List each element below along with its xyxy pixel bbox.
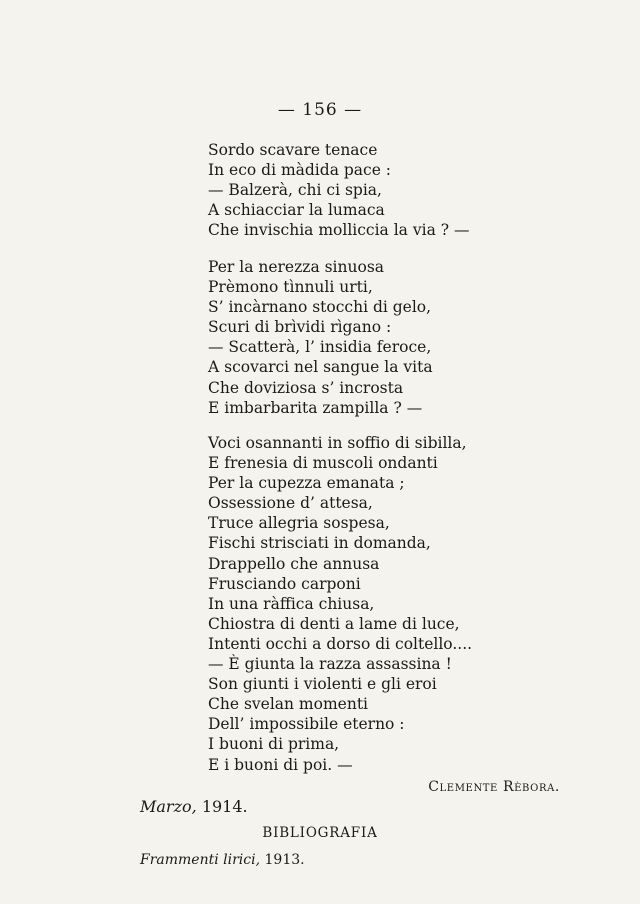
- poem-line: S’ incàrnano stocchi di gelo,: [208, 298, 432, 317]
- poem-line: Per la nerezza sinuosa: [208, 258, 385, 276]
- poem-line: Fischi strisciati in domanda,: [208, 534, 431, 553]
- bibliography-title: Frammenti lirici,: [140, 852, 261, 868]
- poem-line: E frenesia di muscoli ondanti: [208, 454, 438, 473]
- poem-line: Prèmono tìnnuli urti,: [208, 278, 373, 297]
- poem-line: — Scatterà, l’ insidia feroce,: [208, 338, 432, 357]
- bibliography-heading: BIBLIOGRAFIA: [262, 825, 378, 841]
- poem-line: E imbarbarita zampilla ? —: [208, 398, 423, 417]
- poem-line: E i buoni di poi. —: [208, 755, 353, 774]
- poem-stanza-2: [208, 257, 433, 418]
- poem-line: Sordo scavare tenace: [208, 141, 378, 159]
- poem-date: [140, 797, 248, 816]
- poem-line: Voci osannanti in soffio di sibilla,: [208, 434, 467, 452]
- poem-line: Scuri di brìvidi rìgano :: [208, 318, 392, 337]
- poem-line: In una ràffica chiusa,: [208, 594, 375, 613]
- poem-line: — È giunta la razza assassina !: [208, 655, 452, 674]
- poem-line: Per la cupezza emanata ;: [208, 474, 405, 493]
- poem-line: Che doviziosa s’ incrosta: [208, 378, 404, 397]
- poem-line: Drappello che annusa: [208, 554, 380, 573]
- poem-line: Dell’ impossibile eterno :: [208, 715, 405, 734]
- poem-line: A scovarci nel sangue la vita: [208, 358, 433, 377]
- poem-line: In eco di màdida pace :: [208, 161, 392, 180]
- poem-line: I buoni di prima,: [208, 735, 340, 754]
- bibliography-entry: [140, 852, 305, 868]
- date-month: Marzo,: [140, 797, 197, 816]
- poem-line: A schiacciar la lumaca: [208, 201, 385, 220]
- date-year: 1914.: [201, 797, 248, 816]
- poem-line: Frusciando carponi: [208, 574, 361, 593]
- bibliography-year: 1913.: [264, 852, 305, 868]
- poem-line: Truce allegria sospesa,: [208, 514, 390, 533]
- poem-line: Ossessione d’ attesa,: [208, 494, 373, 513]
- author-signature: Clemente Rèbora.: [428, 779, 560, 795]
- page-number: — 156 —: [277, 100, 363, 120]
- poem-line: — Balzerà, chi ci spia,: [208, 181, 382, 200]
- poem-line: Chiostra di denti a lame di luce,: [208, 614, 460, 633]
- poem-line: Che svelan momenti: [208, 695, 369, 714]
- poem-stanza-1: [208, 140, 469, 240]
- poem-line: Intenti occhi a dorso di coltello....: [208, 634, 473, 653]
- poem-line: Che invischia molliccia la via ? —: [208, 221, 470, 240]
- poem-line: Son giunti i violenti e gli eroi: [208, 675, 437, 694]
- poem-stanza-3: [208, 433, 472, 775]
